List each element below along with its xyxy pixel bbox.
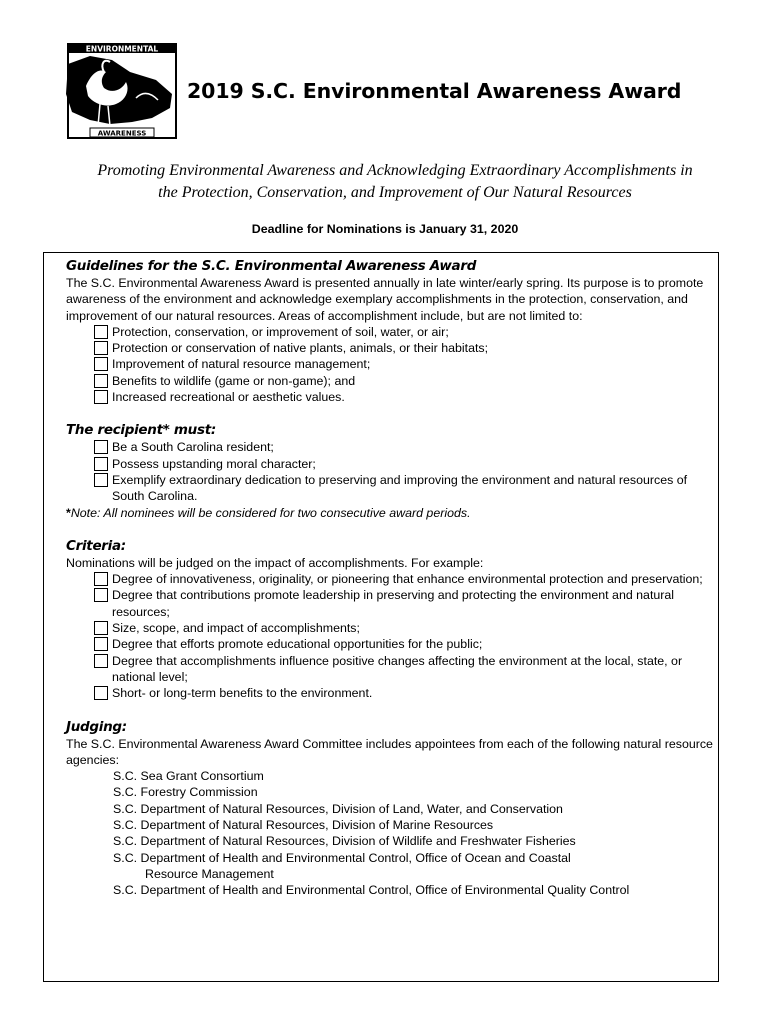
checkbox[interactable] (94, 572, 108, 586)
logo-bottom-text: AWARENESS (97, 129, 147, 138)
checkbox[interactable] (94, 325, 108, 339)
checkbox[interactable] (94, 457, 108, 471)
list-item: S.C. Department of Natural Resources, Division of Wildlife and Freshwater Fisheries (113, 834, 576, 849)
list-item: S.C. Department of Health and Environmental Control, Office of Ocean and Coastal (113, 850, 571, 865)
checkbox[interactable] (94, 440, 108, 454)
deadline-notice: Deadline for Nominations is January 31, 2020 (251, 222, 519, 236)
list-item: Short- or long-term benefits to the environment. (94, 685, 718, 701)
subtitle-line-1: Promoting Environmental Awareness and Acknowledging Extraordinary Accomplishments in (97, 162, 693, 179)
list-item: S.C. Department of Health and Environmental Control, Office of Environmental Quality Control (113, 883, 630, 898)
checkbox[interactable] (94, 637, 108, 651)
recipient-note (66, 505, 718, 521)
list-item: Protection or conservation of native plants, animals, or their habitats; (94, 340, 718, 356)
list-item: Improvement of natural resource management; (94, 356, 718, 372)
note-asterisk: * (66, 505, 71, 520)
checkbox[interactable] (94, 374, 108, 388)
checkbox[interactable] (94, 341, 108, 355)
criteria-intro: Nominations will be judged on the impact of accomplishments. For example: (66, 555, 484, 570)
list-item: S.C. Forestry Commission (113, 785, 258, 800)
subtitle (30, 160, 760, 204)
checkbox[interactable] (94, 473, 108, 487)
recipient-heading: The recipient* must: (66, 422, 216, 439)
list-item: S.C. Department of Natural Resources, Division of Marine Resources (113, 818, 494, 833)
guidelines-heading: Guidelines for the S.C. Environmental Awareness Award (66, 258, 477, 274)
criteria-list (94, 571, 718, 701)
list-item: Degree that contributions promote leadership in preserving and protecting the environment and natural resources; (94, 587, 718, 620)
judging-heading: Judging: (66, 718, 127, 735)
list-item: Size, scope, and impact of accomplishments; (94, 620, 718, 636)
list-item: Increased recreational or aesthetic values. (94, 389, 718, 405)
page-title: 2019 S.C. Environmental Awareness Award (187, 79, 682, 103)
list-item: Possess upstanding moral character; (94, 456, 718, 472)
list-item: Degree of innovativeness, originality, or pioneering that enhance environmental protection and preservation; (94, 571, 718, 587)
list-item: S.C. Department of Natural Resources, Division of Land, Water, and Conservation (113, 801, 563, 816)
checkbox[interactable] (94, 621, 108, 635)
checkbox[interactable] (94, 588, 108, 602)
environmental-awareness-logo (60, 42, 178, 140)
logo-top-text: ENVIRONMENTAL (85, 44, 159, 54)
checkbox[interactable] (94, 654, 108, 668)
subtitle-line-2: the Protection, Conservation, and Improvement of Our Natural Resources (158, 184, 632, 201)
list-item: Be a South Carolina resident; (94, 439, 718, 455)
list-item: Degree that efforts promote educational opportunities for the public; (94, 636, 718, 652)
list-item-continuation: Resource Management (145, 866, 274, 881)
list-item: Exemplify extraordinary dedication to preserving and improving the environment and natural resources of South Carolina. (94, 472, 718, 505)
agency-list (113, 768, 718, 898)
checkbox[interactable] (94, 686, 108, 700)
guidelines-list (94, 324, 718, 405)
recipient-list (94, 439, 718, 504)
list-item: Benefits to wildlife (game or non-game); and (94, 373, 718, 389)
note-text: Note: All nominees will be considered for two consecutive award periods. (70, 505, 471, 520)
guidelines-intro: The S.C. Environmental Awareness Award is presented annually in late winter/early spring. Its purpose is to promote awareness of the environment and acknowledge exemplary accomplishments in the protection, conservation, and improvement of our natural resources. Areas of accomplishment include, but are not limited to: (66, 276, 704, 323)
checkbox[interactable] (94, 390, 108, 404)
judging-intro: The S.C. Environmental Awareness Award Committee includes appointees from each of the following natural resource agencies: (66, 736, 713, 767)
checkbox[interactable] (94, 357, 108, 371)
criteria-heading: Criteria: (66, 537, 126, 554)
list-item: Protection, conservation, or improvement of soil, water, or air; (94, 324, 718, 340)
list-item: Degree that accomplishments influence positive changes affecting the environment at the local, state, or national level; (94, 653, 718, 686)
content-area (66, 258, 718, 899)
list-item: S.C. Sea Grant Consortium (113, 769, 264, 784)
